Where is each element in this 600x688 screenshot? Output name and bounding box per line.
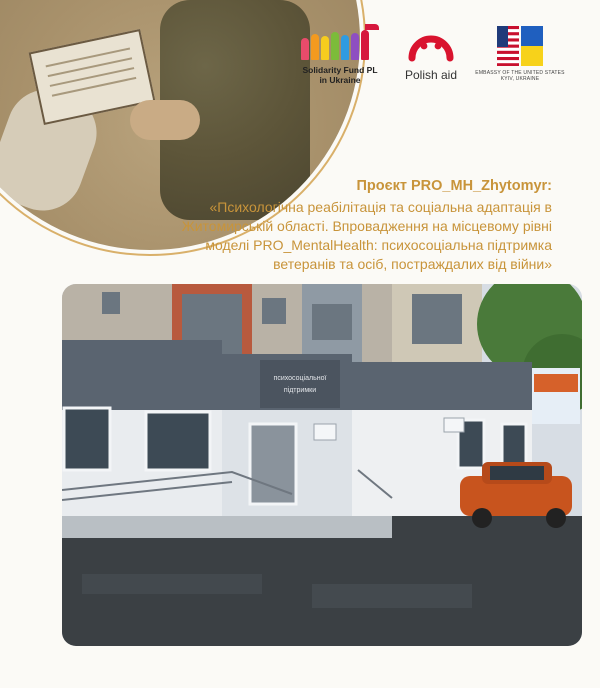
project-block xyxy=(112,178,552,274)
us-ukraine-flags-icon xyxy=(475,26,565,66)
building-sign-line1: психосоціальної xyxy=(273,375,327,382)
solidarity-fund-logo xyxy=(295,24,385,85)
polish-aid-smile-icon xyxy=(408,28,454,62)
building-illustration xyxy=(62,284,582,646)
project-title: Проєкт PRO_MH_Zhytomyr: xyxy=(356,178,552,194)
us-embassy-logo xyxy=(475,26,565,82)
polish-aid-caption: Polish aid xyxy=(404,68,458,82)
building-sign-line2: підтримки xyxy=(283,387,317,394)
us-embassy-caption-2: KYIV, UKRAINE xyxy=(500,76,540,82)
project-description-line: Житомирській області. Впровадження на місцевому рівні xyxy=(181,218,552,234)
project-description xyxy=(112,198,552,274)
us-flag-icon xyxy=(497,26,519,66)
project-description-line: «Психологічна реабілітація та соціальна адаптація в xyxy=(209,199,552,215)
solidarity-fund-caption-1: Solidarity Fund PL xyxy=(302,65,378,75)
sponsor-logos xyxy=(295,20,595,100)
people-figures-icon xyxy=(295,24,385,60)
us-embassy-caption-1: EMBASSY OF THE UNITED STATES xyxy=(475,70,565,76)
solidarity-fund-caption-2: in Ukraine xyxy=(319,75,361,85)
building-photo xyxy=(62,284,582,646)
polish-aid-logo xyxy=(399,28,463,82)
ukraine-flag-icon xyxy=(521,26,543,66)
project-description-line: ветеранів та осіб, постраждалих від війни» xyxy=(273,256,552,272)
project-description-line: моделі PRO_MentalHealth: психосоціальна підтримка xyxy=(205,237,552,253)
